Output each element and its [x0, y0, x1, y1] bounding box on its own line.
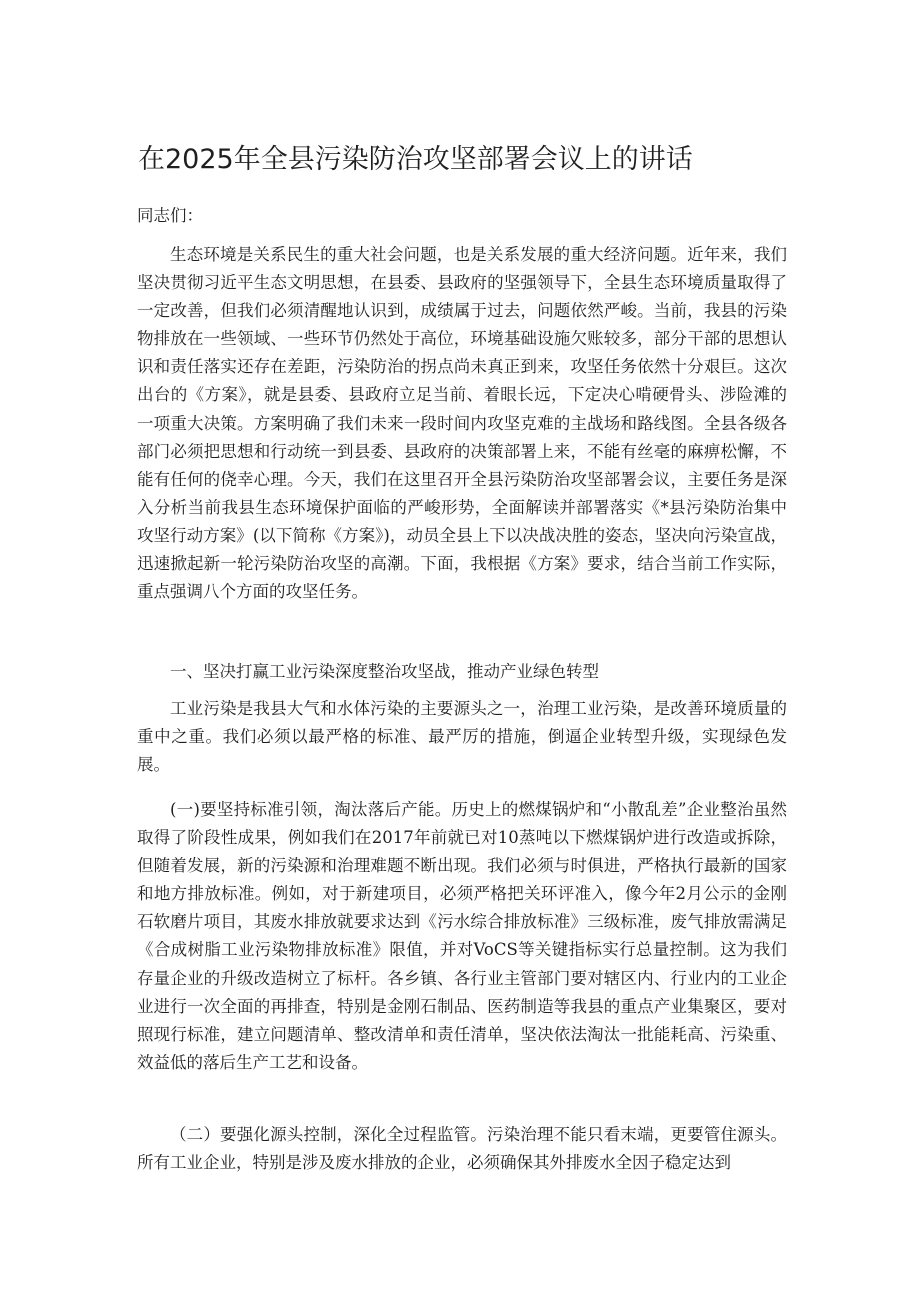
section-heading-1: 一、坚决打赢工业污染深度整治攻坚战，推动产业绿色转型: [170, 662, 599, 681]
greeting: 同志们：: [137, 206, 203, 225]
intro-paragraph: 生态环境是关系民生的重大社会问题，也是关系发展的重大经济问题。近年来，我们坚决贯彻习近平生态文明思想，在县委、县政府的坚强领导下，全县生态环境质量取得了一定改善，但我们必须清醒地认识到，成绩属于过去，问题依然严峻。当前，我县的污染物排放在一些领域、一些环节仍然处于高位，环境基础设施欠账较多，部分干部的思想认识和责任落实还存在差距，污染防治的拐点尚未真正到来，攻坚任务依然十分艰巨。这次出台的《方案》，就是县委、县政府立足当前、着眼长远，下定决心啃硬骨头、涉险滩的一项重大决策。方案明确了我们未来一段时间内攻坚克难的主战场和路线图。全县各级各部门必须把思想和行动统一到县委、县政府的决策部署上来，不能有丝毫的麻痹松懈，不能有任何的侥幸心理。今天，我们在这里召开全县污染防治攻坚部署会议，主要任务是深入分析当前我县生态环境保护面临的严峻形势，全面解读并部署落实《*县污染防治集中攻坚行动方案》(以下简称《方案》)，动员全县上下以决战决胜的姿态，坚决向污染宣战，迅速掀起新一轮污染防治攻坚的高潮。下面，我根据《方案》要求，结合当前工作实际，重点强调八个方面的攻坚任务。: [137, 245, 787, 602]
section-1-paragraph: 工业污染是我县大气和水体污染的主要源头之一，治理工业污染，是改善环境质量的重中之重。我们必须以最严格的标准、最严厉的措施，倒逼企业转型升级，实现绿色发展。: [137, 699, 787, 775]
subsection-1-paragraph: (一)要坚持标准引领，淘汰落后产能。历史上的燃煤锅炉和“小散乱差”企业整治虽然取得了阶段性成果，例如我们在2017年前就已对10蒸吨以下燃煤锅炉进行改造或拆除，但随着发展，新的污染源和治理难题不断出现。我们必须与时俱进，严格执行最新的国家和地方排放标准。例如，对于新建项目，必须严格把关环评准入，像今年2月公示的金刚石软磨片项目，其废水排放就要求达到《污水综合排放标准》三级标准，废气排放需满足《合成树脂工业污染物排放标准》限值，并对VoCS等关键指标实行总量控制。这为我们存量企业的升级改造树立了标杆。各乡镇、各行业主管部门要对辖区内、行业内的工业企业进行一次全面的再排查，特别是金刚石制品、医药制造等我县的重点产业集聚区，要对照现行标准，建立问题清单、整改清单和责任清单，坚决依法淘汰一批能耗高、污染重、效益低的落后生产工艺和设备。: [137, 800, 787, 1072]
document-title: 在2025年全县污染防治攻坚部署会议上的讲话: [138, 144, 693, 175]
subsection-2-paragraph: （二）要强化源头控制，深化全过程监管。污染治理不能只看末端，更要管住源头。所有工业企业，特别是涉及废水排放的企业，必须确保其外排废水全因子稳定达到: [137, 1125, 787, 1173]
